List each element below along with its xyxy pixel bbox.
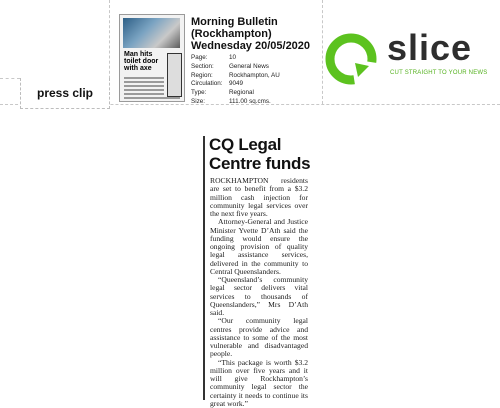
thumbnail-text-line: [124, 93, 164, 95]
metadata-label: Region:: [191, 72, 229, 81]
metadata-label: Section:: [191, 63, 229, 72]
newspaper-page-thumbnail[interactable]: [119, 14, 185, 102]
metadata-row: [191, 98, 280, 107]
brand-tagline: CUT STRAIGHT TO YOUR NEWS: [390, 70, 487, 76]
divider-horizontal-left: [0, 78, 20, 79]
slice-circle-logo-icon: [325, 33, 377, 85]
article-paragraph: “Our community legal centres provide advice and assistance to some of the most vulnerable and disadvantaged people.: [210, 317, 308, 358]
thumbnail-photo: [123, 18, 180, 48]
article-body: [210, 177, 308, 408]
publication-name: Morning Bulletin (Rockhampton): [191, 16, 321, 40]
metadata-value: 10: [229, 54, 280, 63]
thumbnail-text-line: [124, 77, 164, 79]
metadata-row: [191, 54, 280, 63]
metadata-table: [191, 54, 280, 107]
metadata-label: Size:: [191, 98, 229, 107]
metadata-value: 9049: [229, 80, 280, 89]
thumbnail-highlight-box: [167, 53, 182, 97]
metadata-row: [191, 89, 280, 98]
metadata-row: [191, 72, 280, 81]
metadata-label: Circulation:: [191, 80, 229, 89]
metadata-value: Rockhampton, AU: [229, 72, 280, 81]
metadata-value: General News: [229, 63, 280, 72]
thumbnail-headline: Man hits toilet door with axe: [124, 51, 164, 72]
metadata-row: [191, 63, 280, 72]
brand-wordmark: slice: [387, 28, 472, 68]
press-clip-label: press clip: [20, 78, 110, 109]
article-headline: CQ Legal Centre funds: [209, 135, 319, 173]
article-paragraph: “Queensland’s community legal sector delivers vital services to thousands of Queenslanders,” Mrs D’Ath said.: [210, 276, 308, 317]
metadata-row: [191, 80, 280, 89]
thumbnail-text-line: [124, 85, 164, 87]
divider-middle: [322, 0, 323, 104]
article-paragraph: “This package is worth $3.2 million over five years and it will give Rockhampton’s community legal sector the certainty it needs to continue its great work.”: [210, 359, 308, 408]
source-metadata: [191, 16, 321, 107]
thumbnail-text-line: [124, 81, 164, 83]
publication-date: Wednesday 20/05/2020: [191, 40, 321, 53]
thumbnail-text-line: [124, 89, 164, 91]
metadata-label: Type:: [191, 89, 229, 98]
article-paragraph: ROCKHAMPTON residents are set to benefit from a $3.2 million cash injection for community legal services over the next five years.: [210, 177, 308, 218]
metadata-value: 111.00 sq.cms.: [229, 98, 280, 107]
article-paragraph: Attorney-General and Justice Minister Yvette D’Ath said the funding would ensure the ongoing provision of quality legal assistance services, delivered in the community to Central Queenslanders.: [210, 218, 308, 276]
thumbnail-text-line: [124, 97, 180, 99]
article-column-rule: [203, 136, 205, 400]
metadata-label: Page:: [191, 54, 229, 63]
metadata-value: Regional: [229, 89, 280, 98]
